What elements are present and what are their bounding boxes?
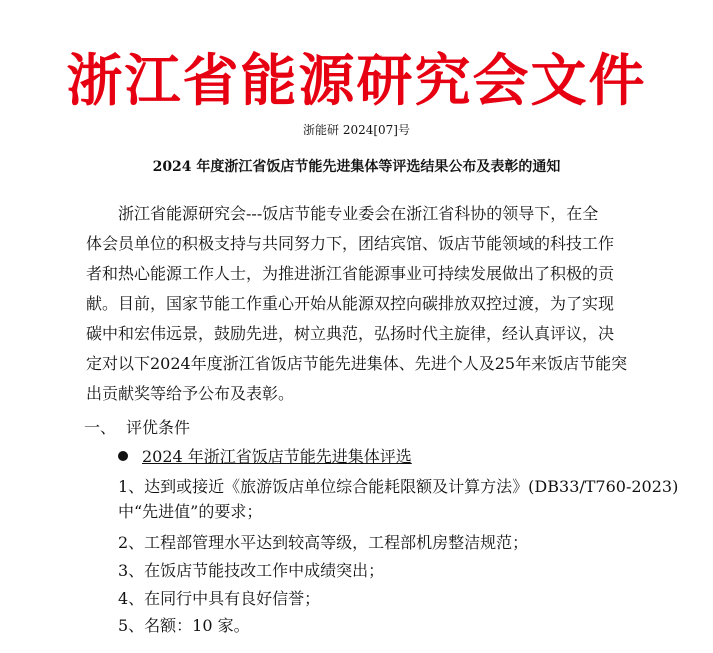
intro-paragraph [86,199,646,409]
intro-line: 者和热心能源工作人士，为推进浙江省能源事业可持续发展做出了积极的贡 [86,264,615,283]
subsection-heading [118,445,412,469]
document-number: 浙能研 2024[07]号 [303,123,410,137]
criteria-item: 1、达到或接近《旅游饭店单位综合能耗限额及计算方法》(DB33/T760-2023) [118,477,679,496]
intro-line: 碳中和宏伟远景，鼓励先进，树立典范，弘扬时代主旋律，经认真评议，决 [86,324,615,343]
criteria-item-continuation: 中“先进值”的要求； [118,502,263,521]
subsection-title: 2024 年浙江省饭店节能先进集体评选 [142,447,412,466]
intro-line: 献。目前，国家节能工作重心开始从能源双控向碳排放双控过渡，为了实现 [86,294,615,313]
intro-line: 体会员单位的积极支持与共同努力下，团结宾馆、饭店节能领域的科技工作 [86,234,615,253]
intro-line: 定对以下2024年度浙江省饭店节能先进集体、先进个人及25年来饭店节能突 [86,354,628,373]
section-title: 评优条件 [126,418,191,437]
intro-line: 浙江省能源研究会---饭店节能专业委会在浙江省科协的领导下，在全 [86,204,599,223]
criteria-item: 4、在同行中具有良好信誉； [118,589,321,608]
criteria-item: 2、工程部管理水平达到较高等级，工程部机房整洁规范； [118,533,529,552]
bullet-dot-icon [118,451,128,461]
document-title: 2024 年度浙江省饭店节能先进集体等评选结果公布及表彰的通知 [152,159,561,175]
section-number: 一、 [84,418,117,437]
intro-line: 出贡献奖等给予公布及表彰。 [86,384,295,403]
masthead-title: 浙江省能源研究会文件 [66,48,647,114]
section-heading [84,416,190,440]
criteria-item: 3、在饭店节能技改工作中成绩突出； [118,561,385,580]
criteria-item: 5、名额：10 家。 [118,616,250,635]
